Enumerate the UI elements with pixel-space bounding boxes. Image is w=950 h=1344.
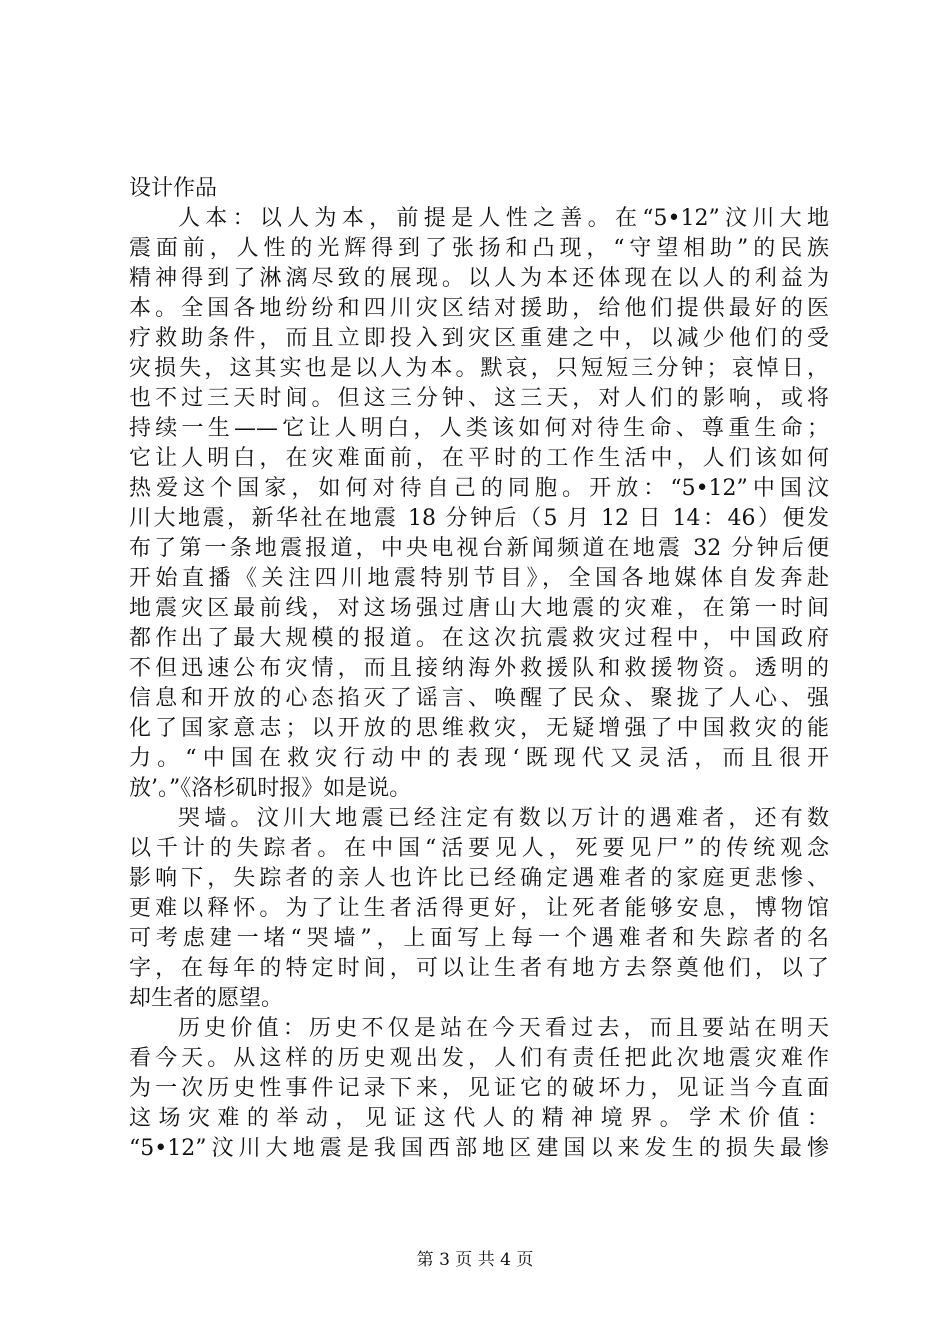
- paragraph-line: 以千计的失踪者。在中国“活要见人，死要见尸”的传统观念: [129, 836, 829, 861]
- paragraph-line: 本。全国各地纷纷和四川灾区结对援助，给他们提供最好的医: [129, 296, 829, 321]
- paragraph-line: 却生者的愿望。: [129, 986, 284, 1011]
- paragraph-line: 不但迅速公布灾情，而且接纳海外救援队和救援物资。透明的: [129, 656, 829, 681]
- paragraph-line: 也不过三天时间。但这三分钟、这三天，对人们的影响，或将: [129, 386, 829, 411]
- paragraph-line: 疗救助条件，而且立即投入到灾区重建之中，以减少他们的受: [129, 326, 829, 351]
- paragraph-line: 灾损失，这其实也是以人为本。默哀，只短短三分钟；哀悼日，: [129, 356, 829, 381]
- paragraph-line: 历史价值：历史不仅是站在今天看过去，而且要站在明天: [178, 1016, 829, 1041]
- paragraph-line: 化了国家意志；以开放的思维救灾，无疑增强了中国救灾的能: [129, 716, 829, 741]
- paragraph-line: 热爱这个国家，如何对待自己的同胞。开放：“5•12”中国汶: [129, 476, 829, 501]
- paragraph-line: 影响下，失踪者的亲人也许比已经确定遇难者的家庭更悲惨、: [129, 866, 829, 891]
- paragraph-line: 更难以释怀。为了让生者活得更好，让死者能够安息，博物馆: [129, 896, 829, 921]
- paragraph-line: 它让人明白，在灾难面前，在平时的工作生活中，人们该如何: [129, 446, 829, 471]
- paragraph-line: 震面前，人性的光辉得到了张扬和凸现，“守望相助”的民族: [129, 236, 829, 261]
- paragraph-line: 可考虑建一堵“哭墙”，上面写上每一个遇难者和失踪者的名: [129, 926, 829, 951]
- page-footer: 第 3 页 共 4 页: [416, 1250, 534, 1270]
- paragraph-line: 布了第一条地震报道，中央电视台新闻频道在地震 32 分钟后便: [129, 536, 829, 561]
- paragraph-line: 精神得到了淋漓尽致的展现。以人为本还体现在以人的利益为: [129, 266, 829, 291]
- paragraph-line: 都作出了最大规模的报道。在这次抗震救灾过程中，中国政府: [129, 626, 829, 651]
- paragraph-line: 信息和开放的心态掐灭了谣言、唤醒了民众、聚拢了人心、强: [129, 686, 829, 711]
- paragraph-line: 哭墙。汶川大地震已经注定有数以万计的遇难者，还有数: [178, 806, 829, 831]
- paragraph-line: 地震灾区最前线，对这场强过唐山大地震的灾难，在第一时间: [129, 596, 829, 621]
- paragraph-line: 持续一生——它让人明白，人类该如何对待生命、尊重生命；: [129, 416, 829, 441]
- section-heading: 设计作品: [129, 176, 218, 201]
- paragraph-line: 看今天。从这样的历史观出发，人们有责任把此次地震灾难作: [129, 1046, 829, 1071]
- paragraph-line: 这场灾难的举动，见证这代人的精神境界。学术价值：: [129, 1106, 829, 1131]
- paragraph-line: “5•12”汶川大地震是我国西部地区建国以来发生的损失最惨: [129, 1136, 829, 1161]
- paragraph-line: 字，在每年的特定时间，可以让生者有地方去祭奠他们，以了: [129, 956, 829, 981]
- paragraph-line: 放’。”《洛杉矶时报》如是说。: [129, 776, 412, 801]
- paragraph-line: 开始直播《关注四川地震特别节目》，全国各地媒体自发奔赴: [129, 566, 829, 591]
- paragraph-line: 为一次历史性事件记录下来，见证它的破坏力，见证当今直面: [129, 1076, 829, 1101]
- paragraph-line: 人本：以人为本，前提是人性之善。在“5•12”汶川大地: [178, 206, 829, 231]
- paragraph-line: 川大地震，新华社在地震 18 分钟后（5 月 12 日 14：46）便发: [129, 506, 829, 531]
- paragraph-line: 力。“中国在救灾行动中的表现‘既现代又灵活，而且很开: [129, 746, 829, 771]
